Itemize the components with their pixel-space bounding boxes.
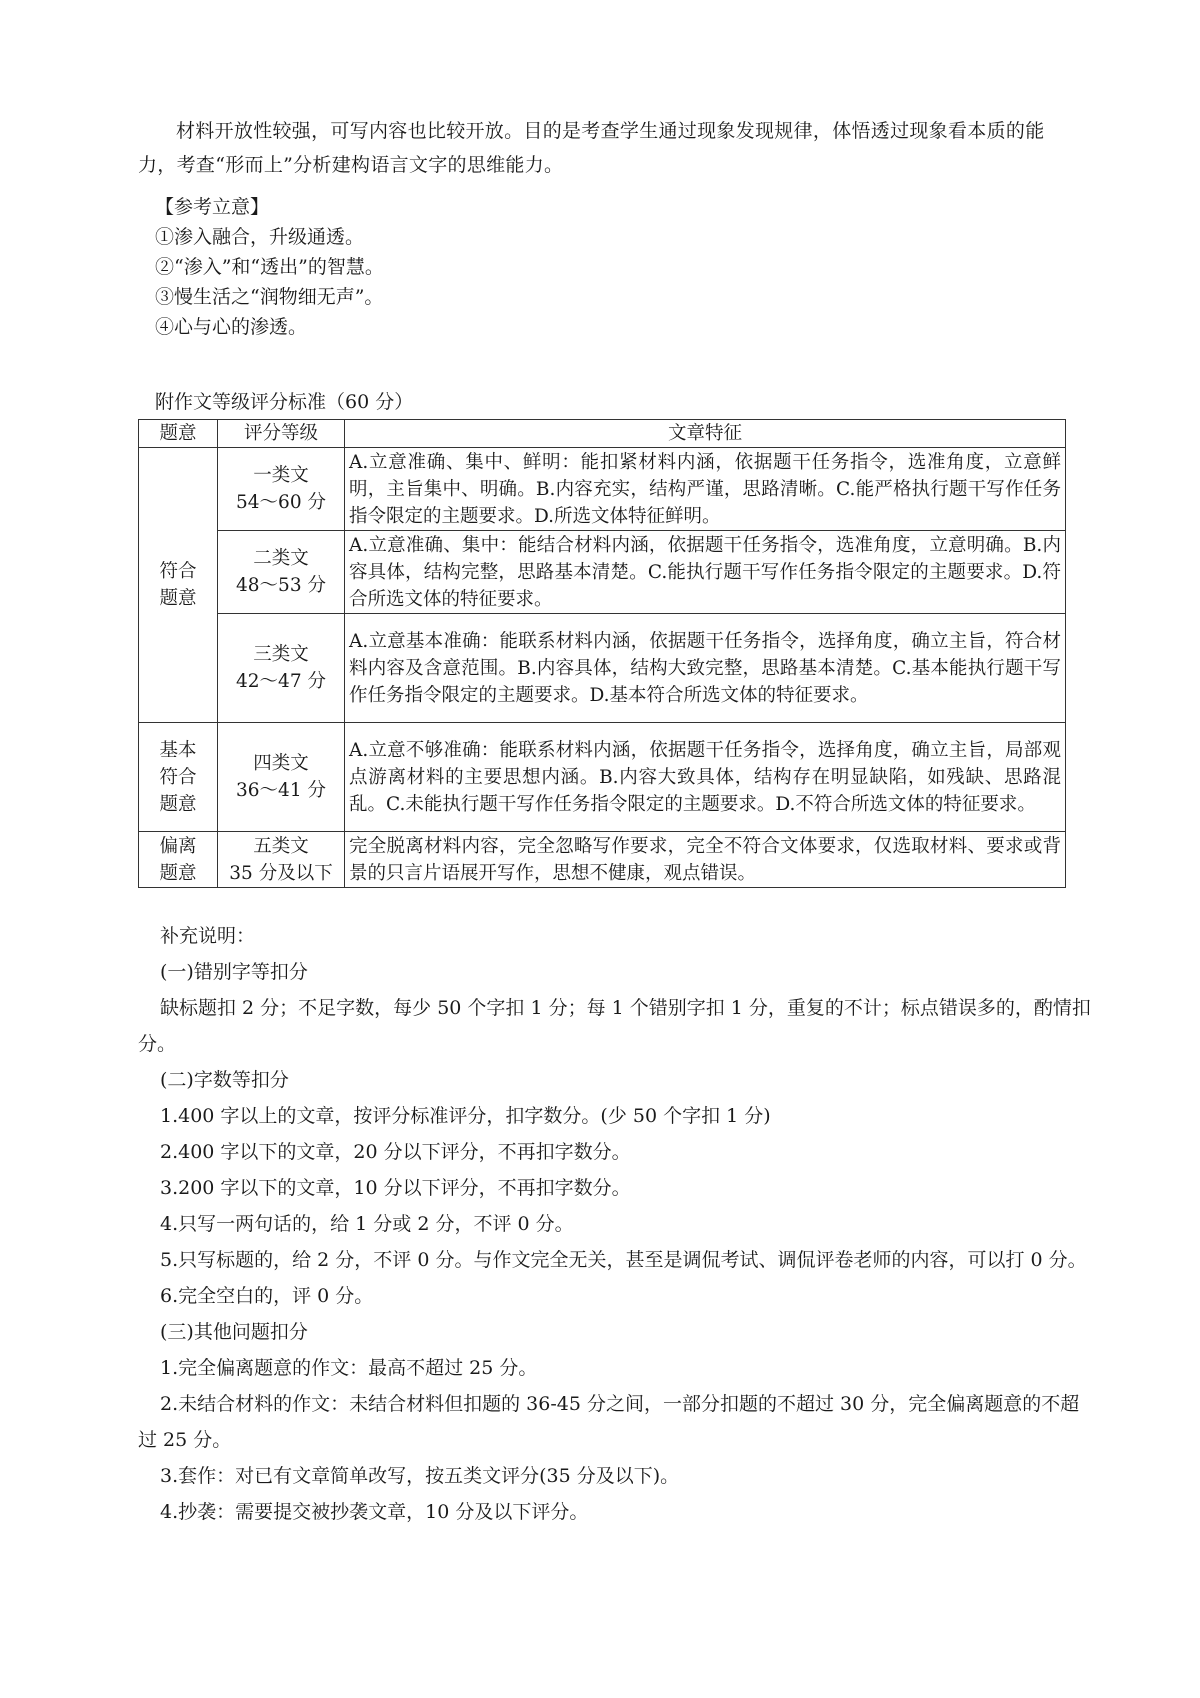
header-features: 文章特征: [345, 420, 1066, 448]
table-row: [139, 614, 1066, 723]
grade-name: 三类文: [253, 644, 309, 665]
rule-item: 2.未结合材料的作文：未结合材料但扣题的 36-45 分之间，一部分扣题的不超过 30 分，完全偏离题意的不超过 25 分。: [138, 1393, 1080, 1451]
supplement-title: 补充说明：: [160, 925, 256, 947]
supplement-section: [138, 918, 1098, 1530]
grade-cell: [218, 448, 345, 531]
grade-description: A.立意不够准确：能联系材料内涵，依据题干任务指令，选择角度，确立主旨，局部观点游离材料的主要思想内涵。B.内容大致具体，结构存在明显缺陷，如残缺、思路混乱。C.未能执行题干写作任务指令限定的主题要求。D.不符合所选文体的特征要求。: [345, 723, 1066, 832]
grade-description: A.立意准确、集中：能结合材料内涵，依据题干任务指令，选准角度，立意明确。B.内容具体，结构完整，思路基本清楚。C.能执行题干写作任务指令限定的主题要求。D.符合所选文体的特征要求。: [345, 531, 1066, 614]
table-row: [139, 531, 1066, 614]
table-row: [139, 832, 1066, 888]
header-grade: 评分等级: [218, 420, 345, 448]
rule-item: 5.只写标题的，给 2 分，不评 0 分。与作文完全无关，甚至是调侃考试、调侃评卷老师的内容，可以打 0 分。: [160, 1249, 1087, 1271]
rule-item: 1.完全偏离题意的作文：最高不超过 25 分。: [160, 1357, 538, 1379]
grade-range: 35 分及以下: [229, 862, 333, 884]
grade-range: 54～60 分: [236, 492, 326, 513]
reference-item: ①渗入融合，升级通透。: [155, 226, 365, 248]
group-label: 偏离 题意: [139, 832, 218, 888]
grade-name: 一类文: [253, 465, 309, 486]
table-row: [139, 723, 1066, 832]
grade-name: 四类文: [253, 753, 309, 774]
grading-table: [138, 419, 1066, 888]
group-label: 基本 符合 题意: [139, 723, 218, 832]
grade-range: 42～47 分: [236, 671, 326, 692]
grade-name: 二类文: [253, 548, 309, 569]
grade-name: 五类文: [253, 835, 309, 857]
rule-item: 1.400 字以上的文章，按评分标准评分，扣字数分。(少 50 个字扣 1 分): [160, 1105, 771, 1127]
rule-item: 4.抄袭：需要提交被抄袭文章，10 分及以下评分。: [160, 1501, 589, 1523]
section-title: (一)错别字等扣分: [160, 961, 308, 983]
grade-range: 36～41 分: [236, 780, 326, 801]
grade-cell: [218, 832, 345, 888]
reference-item: ③慢生活之“润物细无声”。: [155, 286, 384, 308]
rule-item: 4.只写一两句话的，给 1 分或 2 分，不评 0 分。: [160, 1213, 574, 1235]
grade-description: 完全脱离材料内容，完全忽略写作要求，完全不符合文体要求，仅选取材料、要求或背景的只言片语展开写作，思想不健康，观点错误。: [345, 832, 1066, 888]
rule-item: 3.套作：对已有文章简单改写，按五类文评分(35 分及以下)。: [160, 1465, 680, 1487]
table-caption: 附作文等级评分标准（60 分）: [155, 391, 414, 413]
group-label: 符合 题意: [139, 448, 218, 723]
grade-cell: [218, 723, 345, 832]
reference-item: ④心与心的渗透。: [155, 316, 308, 338]
header-topic: 题意: [139, 420, 218, 448]
grade-range: 48～53 分: [236, 575, 326, 596]
rule-item: 2.400 字以下的文章，20 分以下评分，不再扣字数分。: [160, 1141, 631, 1163]
section-title: (三)其他问题扣分: [160, 1321, 308, 1343]
grade-description: A.立意基本准确：能联系材料内涵，依据题干任务指令，选择角度，确立主旨，符合材料内容及含意范围。B.内容具体，结构大致完整，思路基本清楚。C.基本能执行题干写作任务指令限定的主题要求。D.基本符合所选文体的特征要求。: [345, 614, 1066, 723]
grade-cell: [218, 614, 345, 723]
section-text: 缺标题扣 2 分；不足字数，每少 50 个字扣 1 分；每 1 个错别字扣 1 分，重复的不计；标点错误多的，酌情扣分。: [138, 997, 1091, 1055]
table-row: [139, 448, 1066, 531]
reference-item: ②“渗入”和“透出”的智慧。: [155, 256, 384, 278]
section-title: (二)字数等扣分: [160, 1069, 289, 1091]
rule-item: 3.200 字以下的文章，10 分以下评分，不再扣字数分。: [160, 1177, 631, 1199]
table-header-row: [139, 420, 1066, 448]
grade-description: A.立意准确、集中、鲜明：能扣紧材料内涵，依据题干任务指令，选准角度，立意鲜明，主旨集中、明确。B.内容充实，结构严谨，思路清晰。C.能严格执行题干写作任务指令限定的主题要求。D.所选文体特征鲜明。: [345, 448, 1066, 531]
reference-title: 【参考立意】: [155, 196, 270, 218]
grade-cell: [218, 531, 345, 614]
intro-paragraph: 材料开放性较强，可写内容也比较开放。目的是考查学生通过现象发现规律，体悟透过现象看本质的能力，考查“形而上”分析建构语言文字的思维能力。: [138, 120, 1045, 176]
rule-item: 6.完全空白的，评 0 分。: [160, 1285, 374, 1307]
